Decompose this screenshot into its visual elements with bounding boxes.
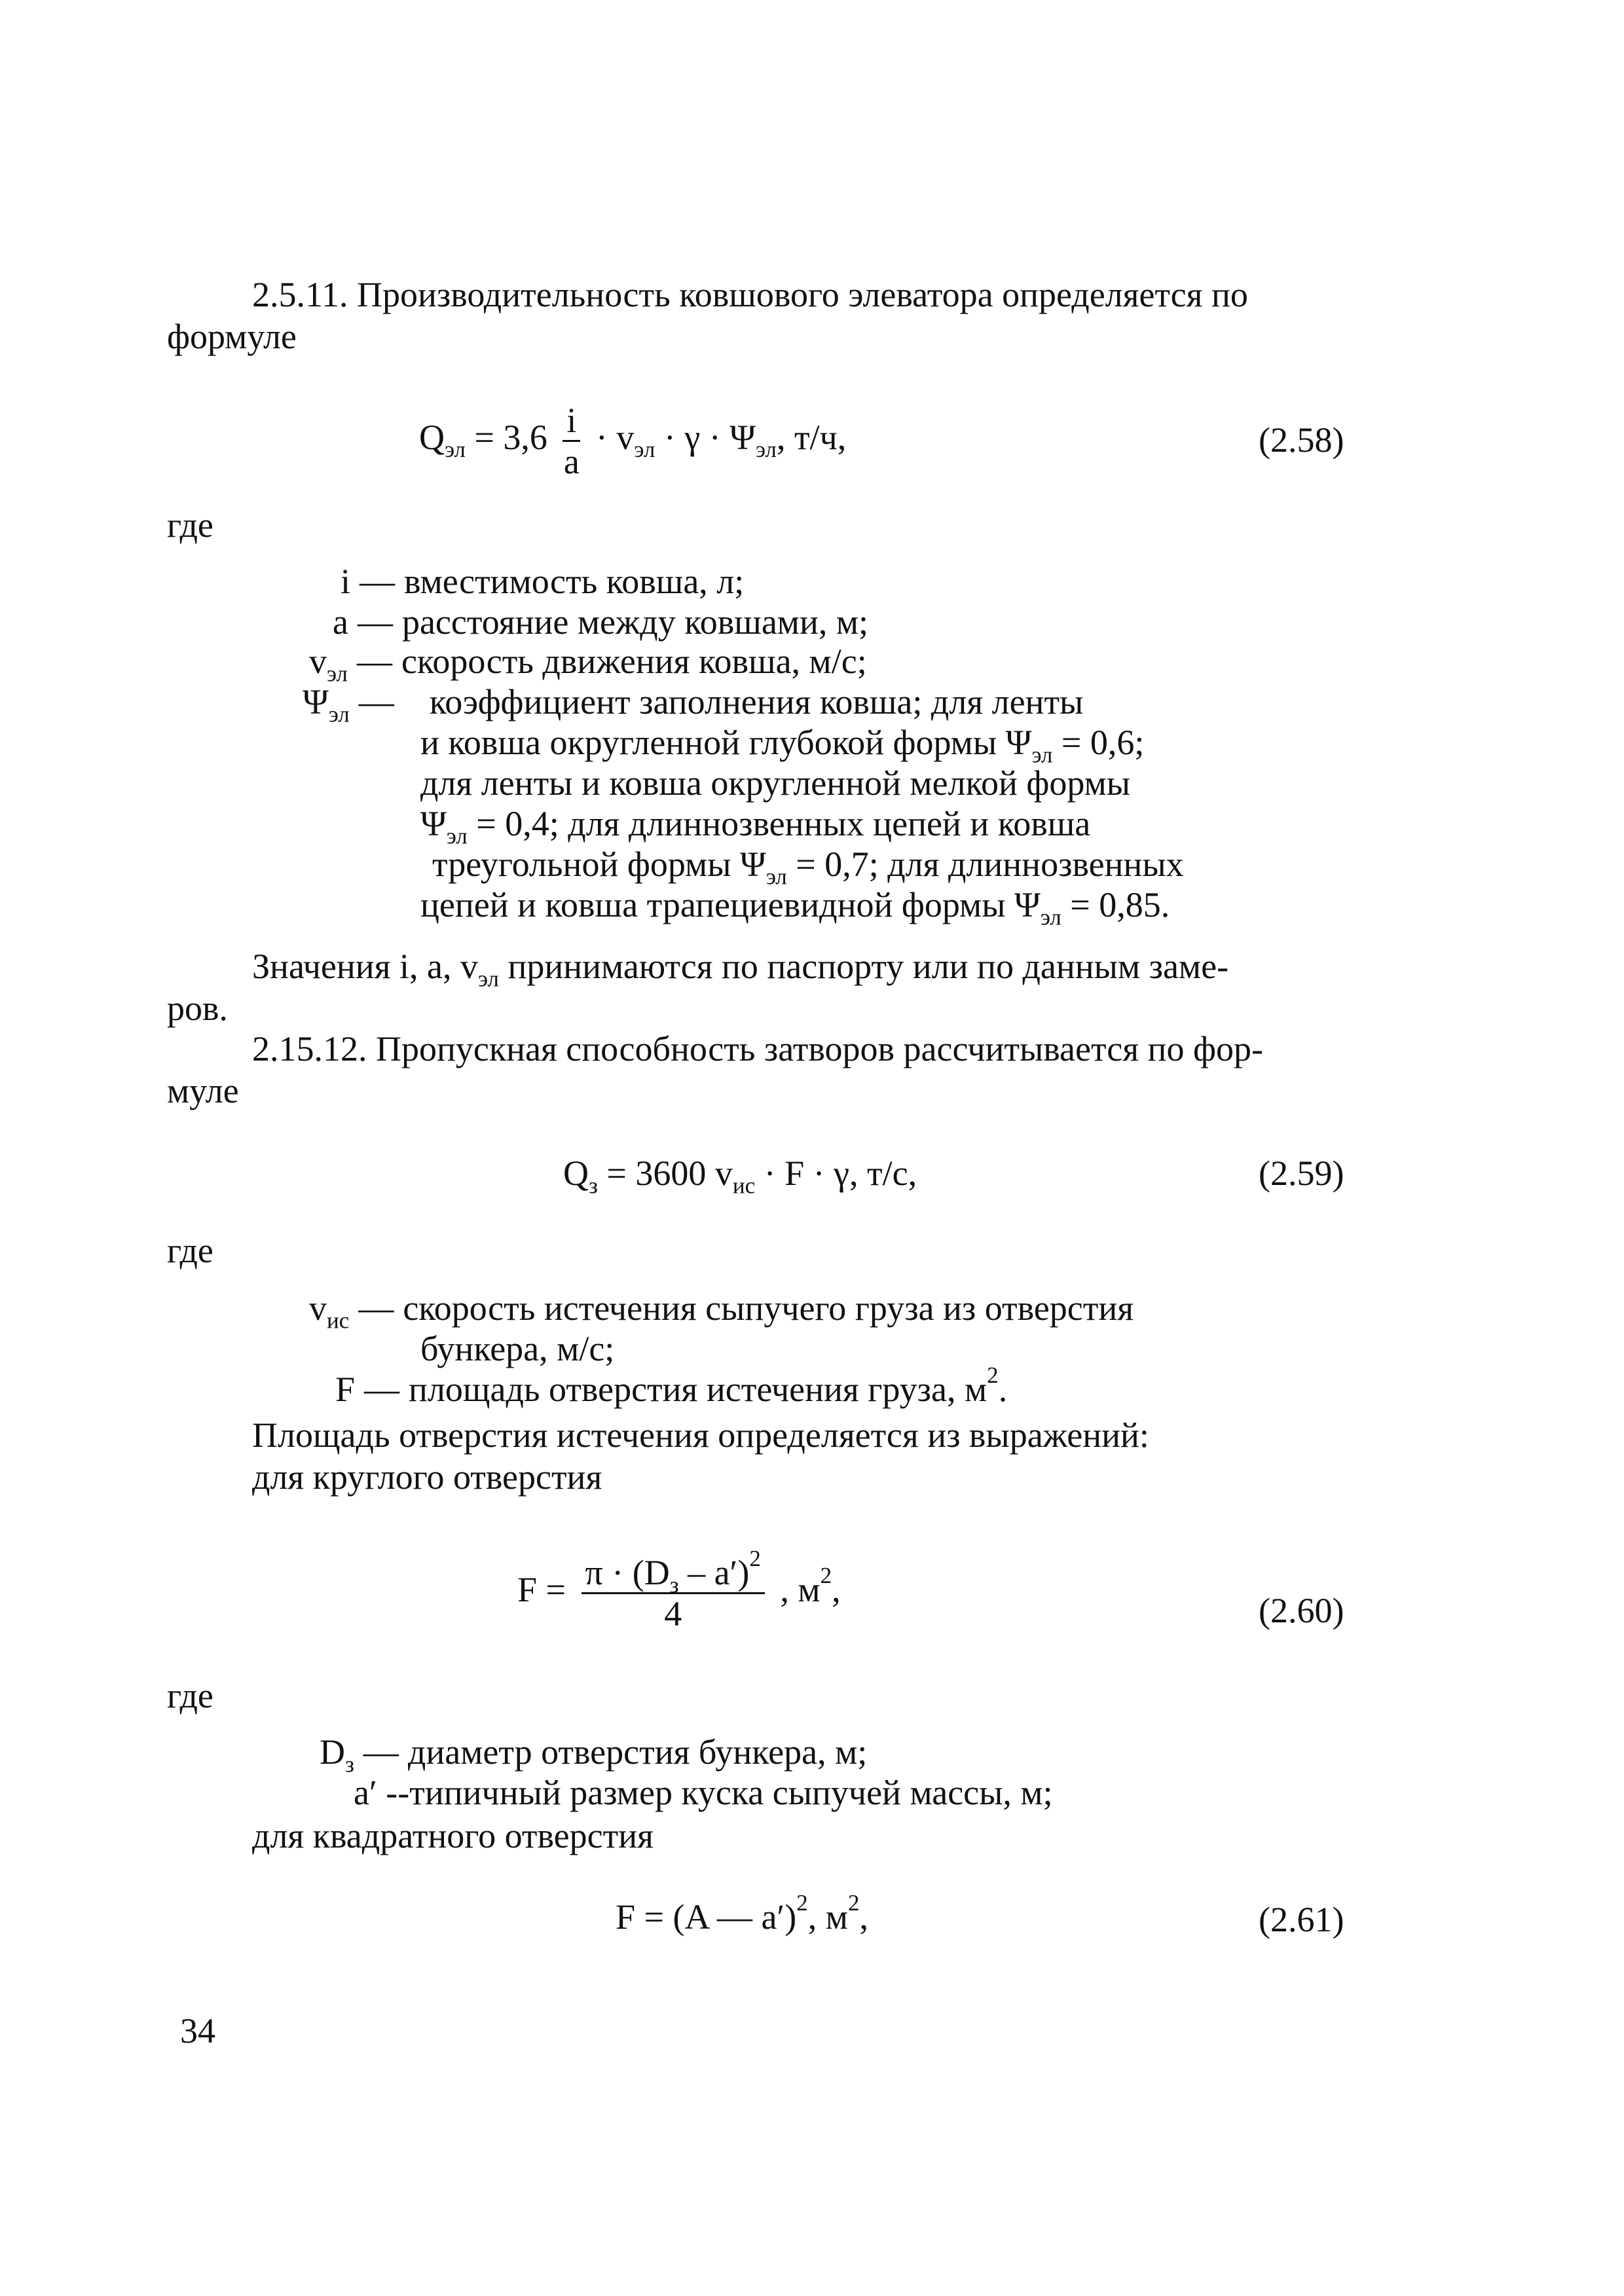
equation-number-2-58: (2.58) [1259, 420, 1344, 460]
equation-2-58: $Q_{эл} = 3,6$ $\frac{i}{a}$ · $v_{эл} \cdot \gamma \cdot \Psi_{эл}$, т/ч, [419, 401, 847, 481]
def-psi-line6: цепей и ковша трапециевидной формы $\Psi_{эл} = 0,85$. [420, 885, 1170, 930]
section-2-15-12-line1: 2.15.12. Пропускная способность затворов рассчитывается по фор- [252, 1029, 1263, 1068]
def-a-prime: a′ --типичный размер куска сыпучей массы, м; [354, 1773, 1053, 1812]
def-d-z: $D_з$ — диаметр отверстия бункера, м; [320, 1732, 868, 1777]
where-label-1: где [167, 505, 213, 545]
def-psi-line5: треугольной формы $\Psi_{эл} = 0,7$; для длиннозвенных [432, 845, 1184, 890]
area-note-line2: для круглого отверстия [252, 1457, 602, 1497]
equation-2-60: F = $\frac{\pi \cdot (D_з - a')^2}{4}$ , $м^2$, [517, 1545, 841, 1633]
area-note-line1: Площадь отверстия истечения определяется из выражений: [252, 1415, 1149, 1455]
values-note-line1: Значения i, a, $v_{эл}$ принимаются по паспорту или по данным заме- [252, 947, 1229, 992]
equation-number-2-61: (2.61) [1259, 1900, 1344, 1939]
values-note-line2: ров. [167, 989, 228, 1028]
page-number: 34 [180, 2011, 215, 2050]
equation-2-59: $Q_з = 3600$ $v_{ис} \cdot F \cdot \gamma$, т/с, [563, 1154, 917, 1199]
where-label-3: где [167, 1676, 213, 1715]
def-psi-line4: $\Psi_{эл} = 0,4$; для длиннозвенных цепей и ковша [420, 804, 1091, 849]
section-2-15-12-line2: муле [167, 1071, 239, 1110]
fraction-i-over-a: $\frac{i}{a}$ [563, 401, 580, 481]
def-v-el: $v_{эл}$ — скорость движения ковша, м/с; [309, 642, 867, 687]
def-i: i — вместимость ковша, л; [341, 562, 745, 601]
def-v-is-line2: бункера, м/с; [420, 1329, 615, 1368]
section-2-5-11-line1: 2.5.11. Производительность ковшового элеватора определяется по [252, 275, 1248, 314]
def-psi-el: $\Psi_{эл}$ — коэффициент заполнения ковша; для ленты [303, 682, 1084, 727]
def-a: a — расстояние между ковшами, м; [333, 602, 869, 642]
fraction-area-circle: $\frac{\pi \cdot (D_з - a')^2}{4}$ [581, 1553, 765, 1633]
equation-number-2-59: (2.59) [1259, 1154, 1344, 1193]
square-note: для квадратного отверстия [252, 1816, 654, 1855]
def-f: F — площадь отверстия истечения груза, $м^2$. [335, 1362, 1008, 1409]
where-label-2: где [167, 1231, 213, 1270]
equation-2-61: F = (A — a′)$^2$, $м^2$, [616, 1889, 869, 1937]
def-psi-line3: для ленты и ковша округленной мелкой формы [420, 763, 1131, 803]
def-psi-line2: и ковша округленной глубокой формы $\Psi_{эл} = 0,6$; [420, 723, 1145, 768]
section-2-5-11-line2: формуле [167, 317, 297, 356]
def-v-is: $v_{ис}$ — скорость истечения сыпучего груза из отверстия [309, 1288, 1134, 1334]
equation-number-2-60: (2.60) [1259, 1591, 1344, 1630]
